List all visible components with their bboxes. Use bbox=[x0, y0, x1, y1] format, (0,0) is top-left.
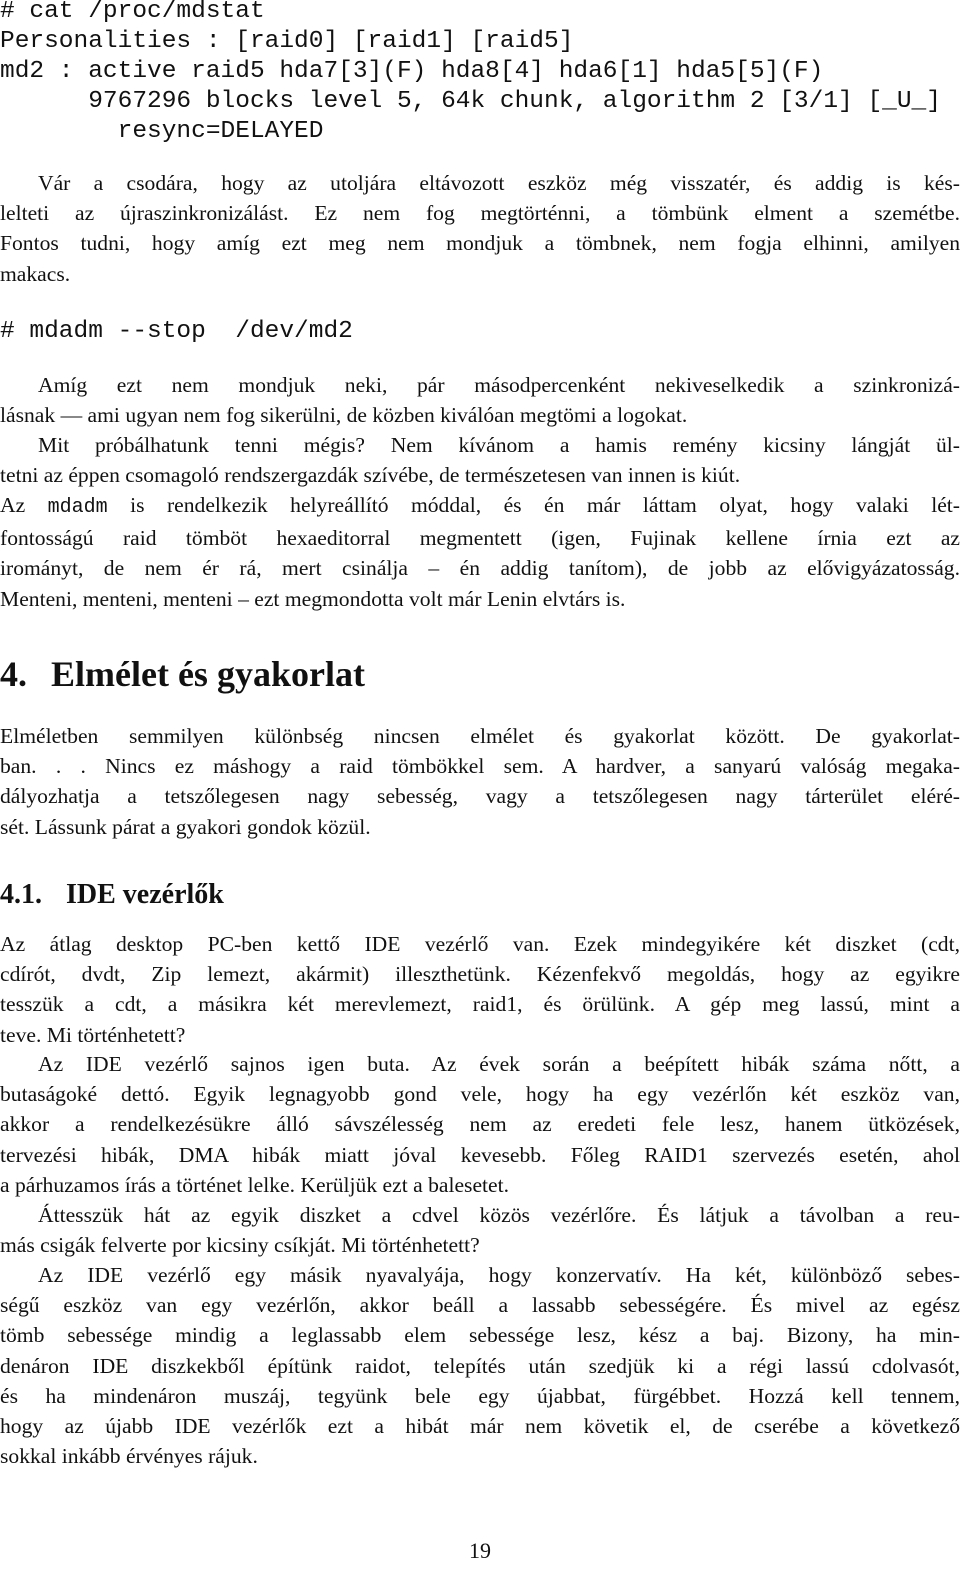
paragraph-sync-attempts: Amíg ezt nem mondjuk neki, pár másodpercenként nekiveselkedik a szinkronizá- lásnak — ami ugyan nem fog sikerülni, de közben kiválóan megtömi a logokat. bbox=[0, 373, 960, 428]
mdadm-stop-command: # mdadm --stop /dev/md2 bbox=[0, 318, 353, 345]
section-number: 4. bbox=[0, 654, 27, 694]
section-number: 4.1. bbox=[0, 879, 42, 910]
code-line: # cat /proc/mdstat bbox=[0, 0, 265, 25]
mdstat-code-block bbox=[0, 0, 941, 147]
paragraph-move-disk: Áttesszük hát az egyik diszket a cdvel közös vezérlőre. És látjuk a távolban a reu- más csigák felverte por kicsiny csíkját. Mi történhetett? bbox=[0, 1203, 960, 1258]
section-title: IDE vezérlők bbox=[66, 879, 224, 910]
paragraph-mdadm-recovery: Az mdadm is rendelkezik helyreállító móddal, és én már láttam olyat, hogy valaki lét- fontosságú raid tömböt hexaeditorral megmentett (igen, Fujinak kellene írnia ezt az irományt, de nem ér rá, mert csinálja – én addig tanítom), de jobb az elővigyázatosság. Menteni, menteni, menteni – ezt megmondotta volt már Lenin elvtárs is. bbox=[0, 493, 960, 611]
section-title: Elmélet és gyakorlat bbox=[51, 654, 365, 694]
section-heading-4-1 bbox=[0, 877, 224, 913]
code-line: Personalities : [raid0] [raid1] [raid5] bbox=[0, 28, 574, 55]
paragraph-what-to-try: Mit próbálhatunk tenni mégis? Nem kívánom a hamis remény kicsiny lángját ül- tetni az éppen csomagoló rendszergazdák szívébe, de természetesen van innen is kiút. bbox=[0, 433, 960, 488]
code-line: resync=DELAYED bbox=[0, 118, 324, 145]
code-line: 9767296 blocks level 5, 64k chunk, algorithm 2 [3/1] [_U_] bbox=[0, 88, 941, 115]
paragraph-ide-conservative: Az IDE vezérlő egy másik nyavalyája, hogy konzervatív. Ha két, különböző sebes- ségű eszköz van egy vezérlőn, akkor beáll a lassabb sebességére. És mivel az egész tömb sebessége mindig a leglassabb elem sebessége lesz, kész a baj. Bizony, ha min- denáron IDE diszkekből építünk raidot, telepítés után szedjük ki a régi lassú cdolvasót, és ha mindenáron muszáj, tegyünk bele egy újabbat, fürgébbet. Hozzá kell tennem, hogy az újabb IDE vezérlők ezt a hibát már nem követik el, de cserébe a következő sokkal inkább érvényes rájuk. bbox=[0, 1263, 960, 1469]
paragraph-theory-practice: Elméletben semmilyen különbség nincsen elmélet és gyakorlat között. De gyakorlat- ban. . . Nincs ez máshogy a raid tömbökkel sem. A hardver, a sanyarú valóság megaka- dályozhatja a tetszőlegesen nagy sebesség, vagy a tetszőlegesen nagy tárterület eléré- sét. Lássunk párat a gyakori gondok közül. bbox=[0, 724, 960, 839]
paragraph-ide-controllers: Az átlag desktop PC-ben kettő IDE vezérlő van. Ezek mindegyikére két diszket (cdt, cdírót, dvdt, Zip lemezt, akármit) illeszthetünk. Kézenfekvő megoldás, hogy az egyikre tesszük a cdt, a másikra két merevlemezt, raid1, és örülünk. A gép meg lassú, mint a teve. Mi történhetett? bbox=[0, 932, 960, 1047]
paragraph-ide-dumb: Az IDE vezérlő sajnos igen buta. Az évek során a beépített hibák száma nőtt, a butaságoké dettó. Egyik legnagyobb gond vele, hogy ha egy vezérlőn két eszköz van, akkor a rendelkezésükre álló sávszélesség nem az eredeti fele lesz, hanem ütközések, tervezési hibák, DMA hibák miatt jóval kevesebb. Főleg RAID1 szervezés esetén, ahol a párhuzamos írás a történet lelke. Kerüljük ezt a balesetet. bbox=[0, 1052, 960, 1197]
inline-code-mdadm: mdadm bbox=[47, 496, 108, 519]
paragraph-resync-delayed: Vár a csodára, hogy az utoljára eltávozott eszköz még visszatér, és addig is kés- lelteti az újraszinkronizálást. Ez nem fog megtörténni, a tömbünk elment a szemétbe. Fontos tudni, hogy amíg ezt meg nem mondjuk a tömbnek, nem fogja elhinni, amilyen makacs. bbox=[0, 171, 960, 286]
code-line: md2 : active raid5 hda7[3](F) hda8[4] hda6[1] hda5[5](F) bbox=[0, 58, 824, 85]
page-number: 19 bbox=[469, 1538, 491, 1563]
section-heading-4 bbox=[0, 652, 365, 696]
